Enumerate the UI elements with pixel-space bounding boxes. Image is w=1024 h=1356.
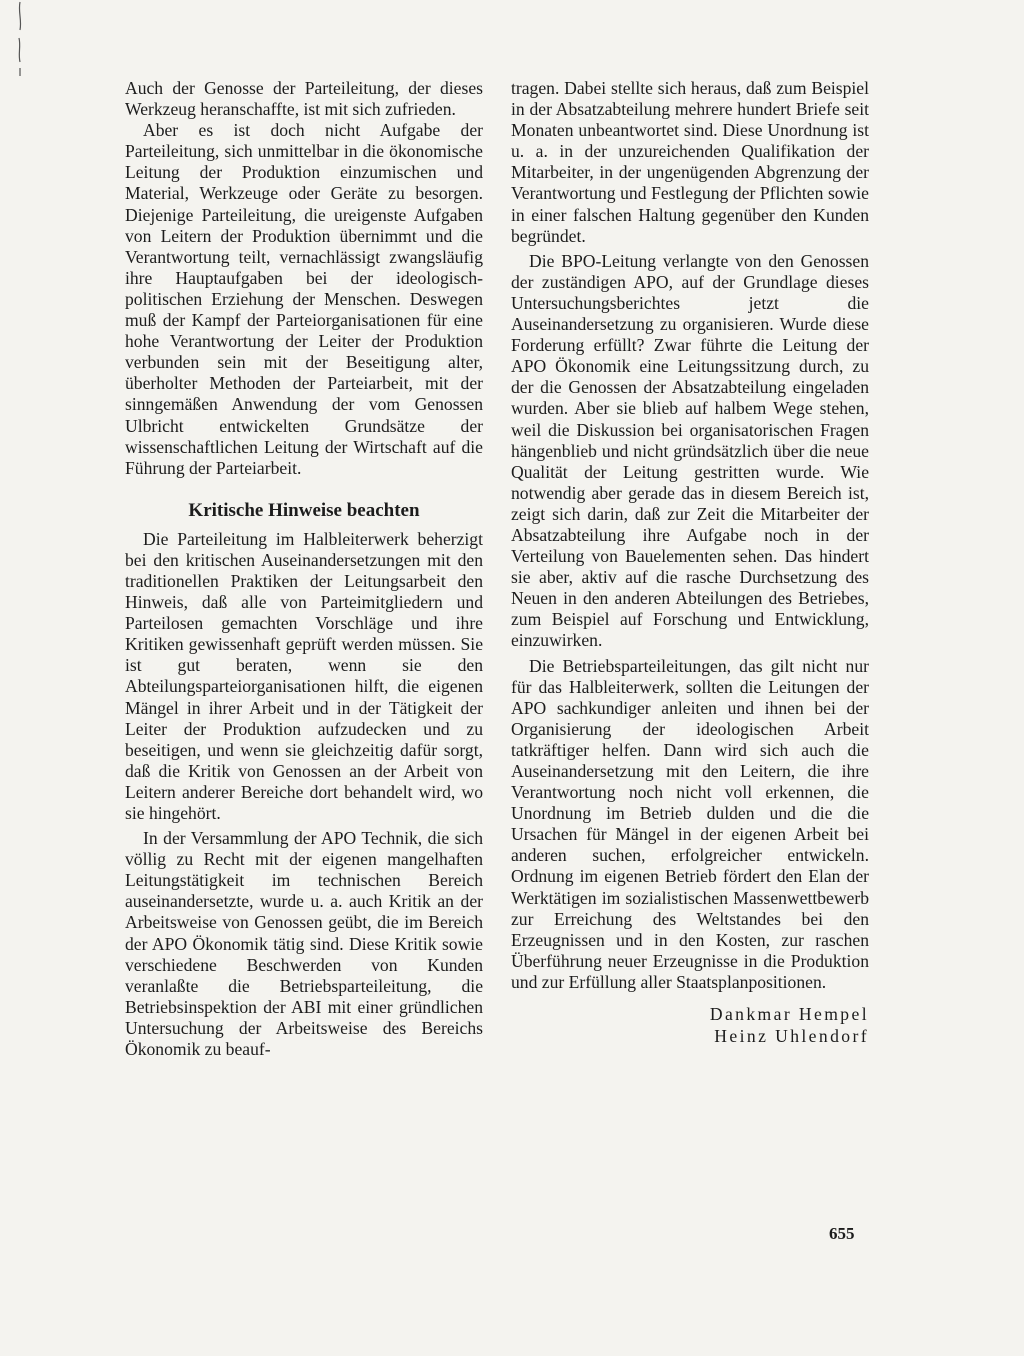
section-heading: Kritische Hinweise beachten: [188, 499, 420, 521]
paragraph: Auch der Genosse der Parteileitung, der dieses Werkzeug heranschaffte, ist mit sich zufrieden.: [125, 78, 483, 120]
paragraph: Die Betriebsparteileitungen, das gilt nicht nur für das Halbleiterwerk, sollten die Leitungen der APO sachkundiger anleiten und ihnen bei der Organisierung der ideologischen Arbeit tatkräftiger helfen. Dann wird sich auch die Auseinandersetzung mit den Leitern, die ihre Verantwortung noch nicht voll erkennen, die Unordnung im Betrieb dulden und die die Ursachen für Mängel in der eigenen Arbeit bei anderen suchen, erfolgreicher entwickeln. Ordnung im eigenen Betrieb fördert den Elan der Werktätigen im sozialistischen Massenwettbewerb zur Erreichung des Weltstandes bei den Erzeugnissen und in den Kosten, zur raschen Überführung neuer Erzeugnisse in die Produktion und zur Erfüllung aller Staatsplanpositionen.: [511, 655, 869, 992]
author-name: Dankmar Hempel: [709, 1004, 869, 1025]
page-number: 655: [829, 1224, 855, 1243]
right-column: [511, 78, 869, 1047]
paragraph: Die BPO-Leitung verlangte von den Genossen der zuständigen APO, auf der Grundlage dieses Untersuchungsberichtes jetzt die Auseinandersetzung zu organisieren. Wurde diese Forderung erfüllt? Zwar führte die Leitung der APO Ökonomik eine Leitungssitzung durch, zu der die Genossen der Absatzabteilung eingeladen wurden. Aber sie blieb auf halbem Wege stehen, weil die Diskussion bei organisatorischen Fragen hängenblieb und nicht gründsätzlich über die neue Qualität der Leitung gestritten wurde. Wie notwendig aber gerade das in diesem Bereich ist, zeigt sich darin, daß zur Zeit die Mitarbeiter der Absatzabteilung ihre Aufgabe noch in der Verteilung von Bauelementen sehen. Das hindert sie aber, aktiv auf die rasche Durchsetzung des Neuen in den anderen Abteilungen des Betriebes, zum Beispiel auf Forschung und Entwicklung, einzuwirken.: [511, 250, 869, 651]
paragraph: tragen. Dabei stellte sich heraus, daß zum Beispiel in der Absatzabteilung mehrere hundert Briefe seit Monaten unbeantwortet sind. Diese Unordnung ist u. a. in der unzureichenden Qualifikation der Mitarbeiter, in der ungenügenden Abgrenzung der Verantwortung und Festlegung der Pflichten sowie in einer falschen Haltung gegenüber den Kunden begründet.: [511, 78, 869, 246]
author-name: Heinz Uhlendorf: [714, 1026, 869, 1047]
paragraph: Aber es ist doch nicht Aufgabe der Parteileitung, sich unmittelbar in die ökonomische Leitung der Produktion einzumischen und Material, Werkzeuge oder Geräte zu besorgen. Diejenige Parteileitung, die ureigenste Aufgaben von Leitern der Produktion übernimmt und die Verantwortung teilt, vernachlässigt zwangsläufig ihre Hauptaufgaben bei der ideologisch-politischen Erziehung der Menschen. Deswegen muß der Kampf der Parteiorganisationen für eine hohe Verantwortung der Leiter der Produktion verbunden sein mit der Beseitigung alter, überholter Methoden der Parteiarbeit, mit der sinngemäßen Anwendung der vom Genossen Ulbricht entwickelten Grundsätze der wissenschaftlichen Leitung der Wirtschaft auf die Führung der Parteiarbeit.: [125, 120, 483, 478]
author-signature: [511, 1003, 869, 1047]
left-column: [125, 78, 483, 1060]
scan-edge-mark: [14, 0, 26, 80]
paragraph: Die Parteileitung im Halbleiterwerk beherzigt bei den kritischen Auseinandersetzungen mit den traditionellen Praktiken der Leitungsarbeit den Hinweis, daß alle von Parteimitgliedern und Parteilosen gemachten Vorschläge und ihre Kritiken gewissenhaft geprüft werden müssen. Sie ist gut beraten, wenn sie den Abteilungsparteiorganisationen hilft, die eigenen Mängel in ihrer Arbeit und in der Tätigkeit der Leiter der Produktion aufzudecken und zu beseitigen, und wenn sie gleichzeitig dafür sorgt, daß die Kritik von Genossen an der Arbeit von Leitern anderer Bereiche dort behandelt wird, wo sie hingehört.: [125, 528, 483, 823]
paragraph: In der Versammlung der APO Technik, die sich völlig zu Recht mit der eigenen mangelhaften Leitungstätigkeit im technischen Bereich auseinandersetzte, wurde u. a. auch Kritik an der Arbeitsweise von Genossen geübt, die im Bereich der APO Ökonomik tätig sind. Diese Kritik sowie verschiedene Beschwerden von Kunden veranlaßte die Betriebsparteileitung, die Betriebsinspektion der ABI mit einer gründlichen Untersuchung der Arbeitsweise des Bereichs Ökonomik zu beauf-: [125, 828, 483, 1060]
